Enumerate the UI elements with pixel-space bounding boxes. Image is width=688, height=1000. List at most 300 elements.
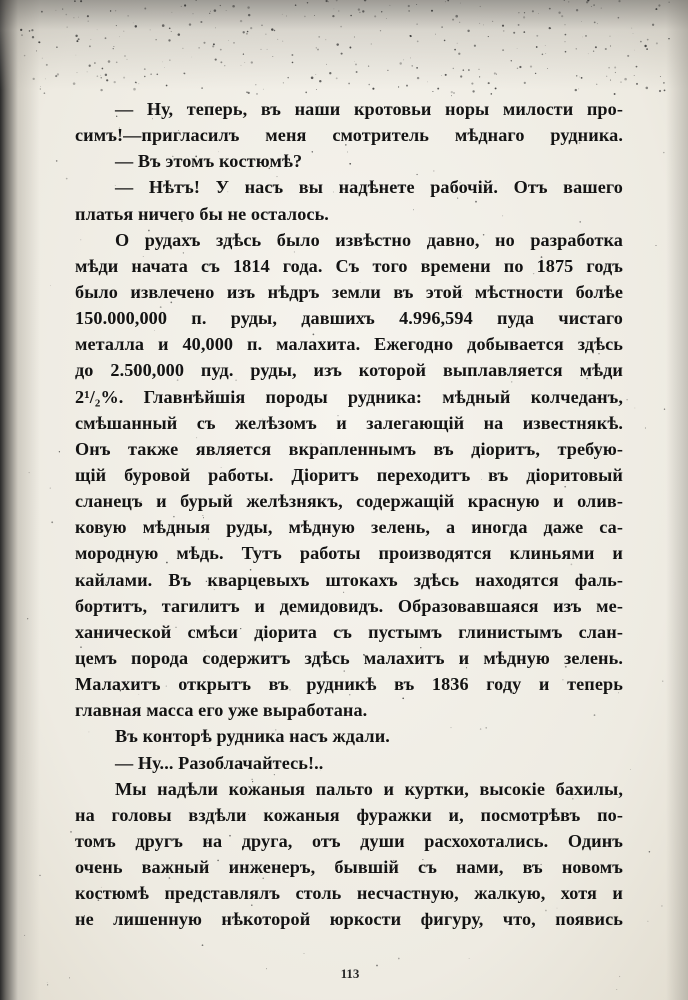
scan-speck xyxy=(33,78,35,80)
scan-speck xyxy=(282,41,283,42)
scan-speck xyxy=(668,38,669,39)
scan-speck xyxy=(263,89,264,90)
scan-speck xyxy=(202,944,204,946)
scan-speck xyxy=(91,39,92,40)
scan-speck xyxy=(380,30,381,31)
scan-speck xyxy=(317,49,319,51)
scan-speck xyxy=(417,41,419,43)
scan-speck xyxy=(203,42,205,44)
scan-speck xyxy=(76,40,78,42)
text-line: 2¹/₂%. Главнѣйшія породы рудника: мѣдный колчеданъ, xyxy=(75,386,623,407)
scan-speck xyxy=(645,428,646,429)
scan-speck xyxy=(226,10,227,11)
scan-speck xyxy=(568,1,569,2)
scan-speck xyxy=(444,40,446,42)
scan-speck xyxy=(123,77,125,79)
scan-speck xyxy=(73,82,76,85)
scan-speck xyxy=(250,27,252,29)
scan-speck xyxy=(36,50,37,51)
scan-speck xyxy=(575,89,577,91)
scan-speck xyxy=(564,41,565,42)
text-line: до 2.500,000 пуд. руды, изъ которой выплавляется мѣди xyxy=(75,360,623,381)
scan-speck xyxy=(287,77,289,79)
scan-speck xyxy=(178,33,181,36)
scan-speck xyxy=(319,80,321,82)
scan-speck xyxy=(274,30,275,31)
scan-speck xyxy=(200,21,202,23)
scan-speck xyxy=(455,15,458,18)
scan-speck xyxy=(116,25,117,26)
scan-speck xyxy=(491,93,493,95)
scan-speck xyxy=(488,82,490,84)
scan-speck xyxy=(80,0,82,2)
scan-speck xyxy=(398,86,399,87)
scan-speck xyxy=(304,953,305,954)
scan-speck xyxy=(76,72,77,73)
scan-speck xyxy=(596,84,597,85)
scan-speck xyxy=(630,769,631,770)
scan-speck xyxy=(636,66,638,68)
scan-speck xyxy=(627,55,629,57)
scan-speck xyxy=(663,152,664,153)
scan-speck xyxy=(588,53,589,54)
scan-speck xyxy=(102,68,104,70)
scan-speck xyxy=(417,77,419,79)
scan-speck xyxy=(403,60,404,61)
scan-speck xyxy=(164,67,165,68)
scan-speck xyxy=(243,53,244,54)
scan-speck xyxy=(488,36,489,37)
scan-speck xyxy=(332,15,334,17)
scan-speck xyxy=(458,53,460,55)
scan-speck xyxy=(162,24,165,27)
text-line: сланецъ и бурый желѣзнякъ, содержащій красную и олив- xyxy=(75,491,623,512)
scan-speck xyxy=(376,965,378,967)
scan-speck xyxy=(578,89,579,90)
scan-speck xyxy=(636,83,638,85)
scan-speck xyxy=(618,17,620,19)
scan-speck xyxy=(314,15,315,16)
scan-speck xyxy=(634,50,635,51)
scan-speck xyxy=(454,49,456,51)
scan-speck xyxy=(576,9,578,11)
scan-speck xyxy=(561,15,563,17)
scan-speck xyxy=(181,6,182,7)
scan-speck xyxy=(326,0,328,2)
scan-speck xyxy=(646,87,649,90)
scan-speck xyxy=(150,74,151,75)
text-line: смѣшанный съ желѣзомъ и залегающій на известнякѣ. xyxy=(75,412,623,433)
scan-speck xyxy=(536,46,538,48)
scan-speck xyxy=(213,43,215,45)
scan-speck xyxy=(624,78,627,81)
scan-speck xyxy=(663,82,665,84)
text-line: платья ничего бы не осталось. xyxy=(75,203,329,224)
scan-speck xyxy=(646,48,648,50)
scan-speck xyxy=(247,6,249,8)
scan-speck xyxy=(530,66,532,68)
scan-speck xyxy=(616,989,617,990)
scan-speck xyxy=(74,0,76,2)
scan-speck xyxy=(518,24,520,26)
text-line: симъ!—пригласилъ меня смотритель мѣднаго рудника. xyxy=(75,125,623,146)
scan-speck xyxy=(127,59,128,60)
scan-speck xyxy=(633,33,634,34)
scan-speck xyxy=(341,53,343,55)
scan-speck xyxy=(558,12,560,14)
scan-speck xyxy=(87,15,89,17)
scan-speck xyxy=(565,51,567,53)
scan-speck xyxy=(193,13,194,14)
scan-speck xyxy=(51,521,53,523)
text-line: было извлечено изъ нѣдръ земли въ этой мѣстности болѣе xyxy=(75,281,623,302)
text-line: О рудахъ здѣсь было извѣстно давно, но разработка xyxy=(115,229,623,250)
scan-speck xyxy=(480,6,481,7)
text-line: томъ другъ на друга, отъ души расхохотались. Одинъ xyxy=(75,830,623,851)
scan-speck xyxy=(336,0,338,1)
text-line: костюмѣ представлялъ столь несчастную, жалкую, хотя и xyxy=(75,883,623,904)
scan-speck xyxy=(196,0,197,1)
scan-speck xyxy=(502,25,504,27)
scan-speck xyxy=(437,88,439,90)
scan-speck xyxy=(113,46,114,47)
scan-speck xyxy=(494,72,496,74)
scan-speck xyxy=(387,70,388,71)
scan-speck xyxy=(244,62,245,63)
scan-speck xyxy=(271,28,273,30)
scan-speck xyxy=(144,8,146,10)
scan-speck xyxy=(24,935,25,936)
scan-speck xyxy=(266,968,267,969)
text-line: — Ну, теперь, въ наши кротовьи норы милости про- xyxy=(115,99,623,119)
scan-speck xyxy=(282,14,283,15)
scan-speck xyxy=(586,1,588,3)
scan-speck xyxy=(215,59,217,61)
scan-speck xyxy=(334,9,335,10)
scan-speck xyxy=(45,79,46,80)
scan-speck xyxy=(171,31,172,32)
scan-speck xyxy=(469,958,470,959)
scan-speck xyxy=(364,0,366,1)
text-line: ханической смѣси діорита съ пустымъ глинистымъ слан- xyxy=(75,621,623,642)
scan-speck xyxy=(608,67,610,69)
scan-speck xyxy=(336,77,338,79)
scan-speck xyxy=(307,2,308,3)
scan-speck xyxy=(478,69,479,70)
text-line: главная масса его уже выработана. xyxy=(75,700,368,721)
scan-speck xyxy=(57,73,59,75)
scan-speck xyxy=(215,28,216,29)
scan-speck xyxy=(655,8,657,10)
scan-speck xyxy=(495,87,497,89)
scan-speck xyxy=(635,408,636,409)
scan-speck xyxy=(408,10,409,11)
scan-speck xyxy=(652,24,654,26)
scan-speck xyxy=(56,160,58,162)
scan-speck xyxy=(576,48,577,49)
scan-speck xyxy=(65,14,67,16)
scan-speck xyxy=(524,82,526,84)
scan-speck xyxy=(355,63,357,65)
scan-speck xyxy=(47,982,48,983)
scan-speck xyxy=(453,68,454,69)
scan-speck xyxy=(283,82,284,83)
scan-speck xyxy=(101,77,102,78)
text-line: Онъ также является вкрапленнымъ въ діоритъ, требую- xyxy=(75,438,623,459)
text-line: мѣди начата съ 1814 года. Съ того времени по 1875 годъ xyxy=(75,255,623,276)
scan-speck xyxy=(474,45,476,47)
scan-speck xyxy=(169,60,170,61)
scan-speck xyxy=(62,9,63,10)
scan-speck xyxy=(39,875,40,876)
scan-speck xyxy=(232,5,235,8)
scan-speck xyxy=(547,68,548,69)
scan-speck xyxy=(329,72,331,74)
page-number: 113 xyxy=(340,966,360,981)
scan-speck xyxy=(228,40,229,41)
scan-speck xyxy=(41,11,43,13)
text-line: Мы надѣли кожаныя пальто и куртки, высокіе бахилы, xyxy=(115,778,623,799)
scan-speck xyxy=(591,6,592,7)
scan-speck xyxy=(286,16,287,17)
scan-speck xyxy=(453,92,454,93)
scan-speck xyxy=(105,74,107,76)
scan-speck xyxy=(20,29,22,31)
scan-speck xyxy=(496,74,497,75)
scan-speck xyxy=(640,41,642,43)
scan-speck xyxy=(123,31,124,32)
scan-speck xyxy=(386,18,387,19)
scan-speck xyxy=(316,89,317,90)
scan-speck xyxy=(169,27,171,29)
scan-speck xyxy=(410,57,411,58)
scan-speck xyxy=(538,13,539,14)
scan-speck xyxy=(626,399,627,400)
scan-speck xyxy=(311,77,314,80)
text-line: Въ конторѣ рудника насъ ждали. xyxy=(115,726,390,747)
scan-speck xyxy=(233,42,234,43)
scan-speck xyxy=(457,43,458,44)
scan-speck xyxy=(87,72,88,73)
scan-speck xyxy=(119,36,120,37)
scan-speck xyxy=(76,55,77,56)
scan-speck xyxy=(468,69,470,71)
scan-speck xyxy=(359,12,360,13)
scan-speck xyxy=(113,48,114,49)
scan-speck xyxy=(31,29,33,31)
scan-speck xyxy=(447,0,449,1)
scan-speck xyxy=(172,12,173,13)
scan-speck xyxy=(214,9,217,12)
scan-speck xyxy=(220,5,221,6)
scan-speck xyxy=(479,23,480,24)
scan-speck xyxy=(138,83,139,84)
scan-speck xyxy=(108,60,111,63)
scan-speck xyxy=(246,91,247,92)
scan-speck xyxy=(356,71,358,73)
scan-speck xyxy=(248,92,250,94)
scan-speck xyxy=(97,75,99,77)
scan-speck xyxy=(47,984,48,985)
scan-speck xyxy=(135,25,137,27)
scan-speck xyxy=(647,921,648,922)
scan-speck xyxy=(467,30,469,32)
scan-speck xyxy=(100,89,102,91)
scan-speck xyxy=(272,56,273,57)
scan-speck xyxy=(192,57,193,58)
scan-speck xyxy=(585,35,587,37)
scan-speck xyxy=(416,4,417,5)
scan-speck xyxy=(144,68,146,70)
scan-speck xyxy=(135,82,137,84)
scan-speck xyxy=(479,76,480,77)
scan-speck xyxy=(502,49,504,51)
scan-speck xyxy=(595,46,597,48)
scan-speck xyxy=(209,13,210,14)
scan-speck xyxy=(69,977,70,978)
scan-speck xyxy=(669,2,670,3)
scan-speck xyxy=(56,46,58,48)
scan-speck xyxy=(579,77,580,78)
scan-speck xyxy=(441,75,442,76)
scan-speck xyxy=(38,41,40,43)
scan-speck xyxy=(550,28,551,29)
scan-speck xyxy=(597,23,598,24)
scan-speck xyxy=(463,69,465,71)
scan-speck xyxy=(532,10,534,12)
scan-speck xyxy=(483,25,484,26)
scan-speck xyxy=(523,31,525,33)
scan-speck xyxy=(133,23,134,24)
scan-speck xyxy=(292,62,294,64)
scan-speck xyxy=(156,73,158,75)
text-line: Малахитъ открытъ въ рудникѣ въ 1836 году и теперь xyxy=(75,674,623,695)
scan-speck xyxy=(549,27,551,29)
scan-speck xyxy=(27,618,28,619)
scan-speck xyxy=(256,93,258,95)
scan-speck xyxy=(614,93,616,95)
scan-speck xyxy=(389,5,390,6)
scan-speck xyxy=(664,409,665,410)
scan-speck xyxy=(243,31,245,33)
scan-speck xyxy=(50,488,51,489)
scan-speck xyxy=(471,83,473,85)
scan-speck xyxy=(349,47,351,49)
scan-speck xyxy=(460,75,462,77)
scan-speck xyxy=(517,48,518,49)
scan-speck xyxy=(350,15,352,17)
scan-speck xyxy=(659,90,661,92)
scan-speck xyxy=(492,21,493,22)
scan-speck xyxy=(576,75,577,76)
scan-speck xyxy=(115,10,116,11)
scan-speck xyxy=(518,12,519,13)
scan-speck xyxy=(564,24,565,25)
scan-speck xyxy=(658,4,660,6)
scan-speck xyxy=(124,55,125,56)
scan-speck xyxy=(631,28,632,29)
scan-speck xyxy=(372,88,374,90)
scan-speck xyxy=(545,45,546,46)
scan-speck xyxy=(116,61,118,63)
scan-speck xyxy=(29,472,30,473)
scan-speck xyxy=(40,86,41,87)
scan-speck xyxy=(406,85,408,87)
scan-speck xyxy=(128,15,129,16)
scan-speck xyxy=(201,87,203,89)
text-line: цемъ порода содержитъ здѣсь малахитъ и мѣдную зелень. xyxy=(75,647,623,668)
scan-speck xyxy=(581,21,582,22)
scan-speck xyxy=(445,1,446,2)
text-line: 150.000,000 п. руды, давшихъ 4.996,594 пуда чистаго xyxy=(75,308,623,329)
scan-speck xyxy=(325,39,326,40)
scan-speck xyxy=(427,82,428,83)
scan-speck xyxy=(412,65,413,66)
text-line: не лишенную нѣкоторой юркости фигуру, что, появись xyxy=(75,909,623,930)
scan-speck xyxy=(338,10,339,11)
scan-speck xyxy=(304,16,306,18)
scan-speck xyxy=(535,73,536,74)
scan-speck xyxy=(664,90,666,92)
scan-speck xyxy=(445,74,447,76)
scan-speck xyxy=(94,62,96,64)
scan-speck xyxy=(649,851,651,853)
scan-speck xyxy=(542,54,544,56)
scan-speck xyxy=(55,75,57,77)
scan-speck xyxy=(316,47,317,48)
scan-speck xyxy=(460,3,461,4)
text-line: бортитъ, тагилитъ и демидовидъ. Образовавшаяся изъ ме- xyxy=(75,595,623,616)
scan-speck xyxy=(610,36,611,37)
scan-speck xyxy=(261,49,262,50)
scan-speck xyxy=(660,76,661,77)
scan-speck xyxy=(605,48,607,50)
scan-speck xyxy=(634,75,635,76)
scan-speck xyxy=(29,30,31,32)
scan-speck xyxy=(40,88,41,89)
scan-speck xyxy=(610,80,611,81)
scan-speck xyxy=(517,68,518,69)
scan-speck xyxy=(524,12,525,13)
scan-speck xyxy=(89,45,91,47)
scan-speck xyxy=(618,0,620,2)
scan-speck xyxy=(212,45,214,47)
scan-speck xyxy=(78,17,79,18)
text-line: металла и 40,000 п. малахита. Ежегодно добывается здѣсь xyxy=(75,334,623,355)
scan-speck xyxy=(248,14,250,16)
scan-speck xyxy=(614,67,616,69)
text-line: очень важный инженеръ, бывшій съ нами, въ новомъ xyxy=(75,857,623,878)
scan-speck xyxy=(106,79,108,81)
scan-speck xyxy=(601,8,602,9)
scan-speck xyxy=(88,21,89,22)
scan-speck xyxy=(328,1,329,2)
scan-speck xyxy=(432,91,433,92)
scan-speck xyxy=(459,22,460,23)
scan-speck xyxy=(354,61,355,62)
scan-speck xyxy=(503,30,505,32)
body-text xyxy=(75,96,623,933)
scan-speck xyxy=(354,37,355,38)
scan-speck xyxy=(398,958,400,960)
scan-speck xyxy=(593,51,594,52)
scan-speck xyxy=(291,54,293,56)
scan-speck xyxy=(78,38,80,40)
scan-speck xyxy=(70,831,72,833)
scan-speck xyxy=(50,285,51,286)
scan-speck xyxy=(246,33,248,35)
scan-speck xyxy=(318,36,320,38)
